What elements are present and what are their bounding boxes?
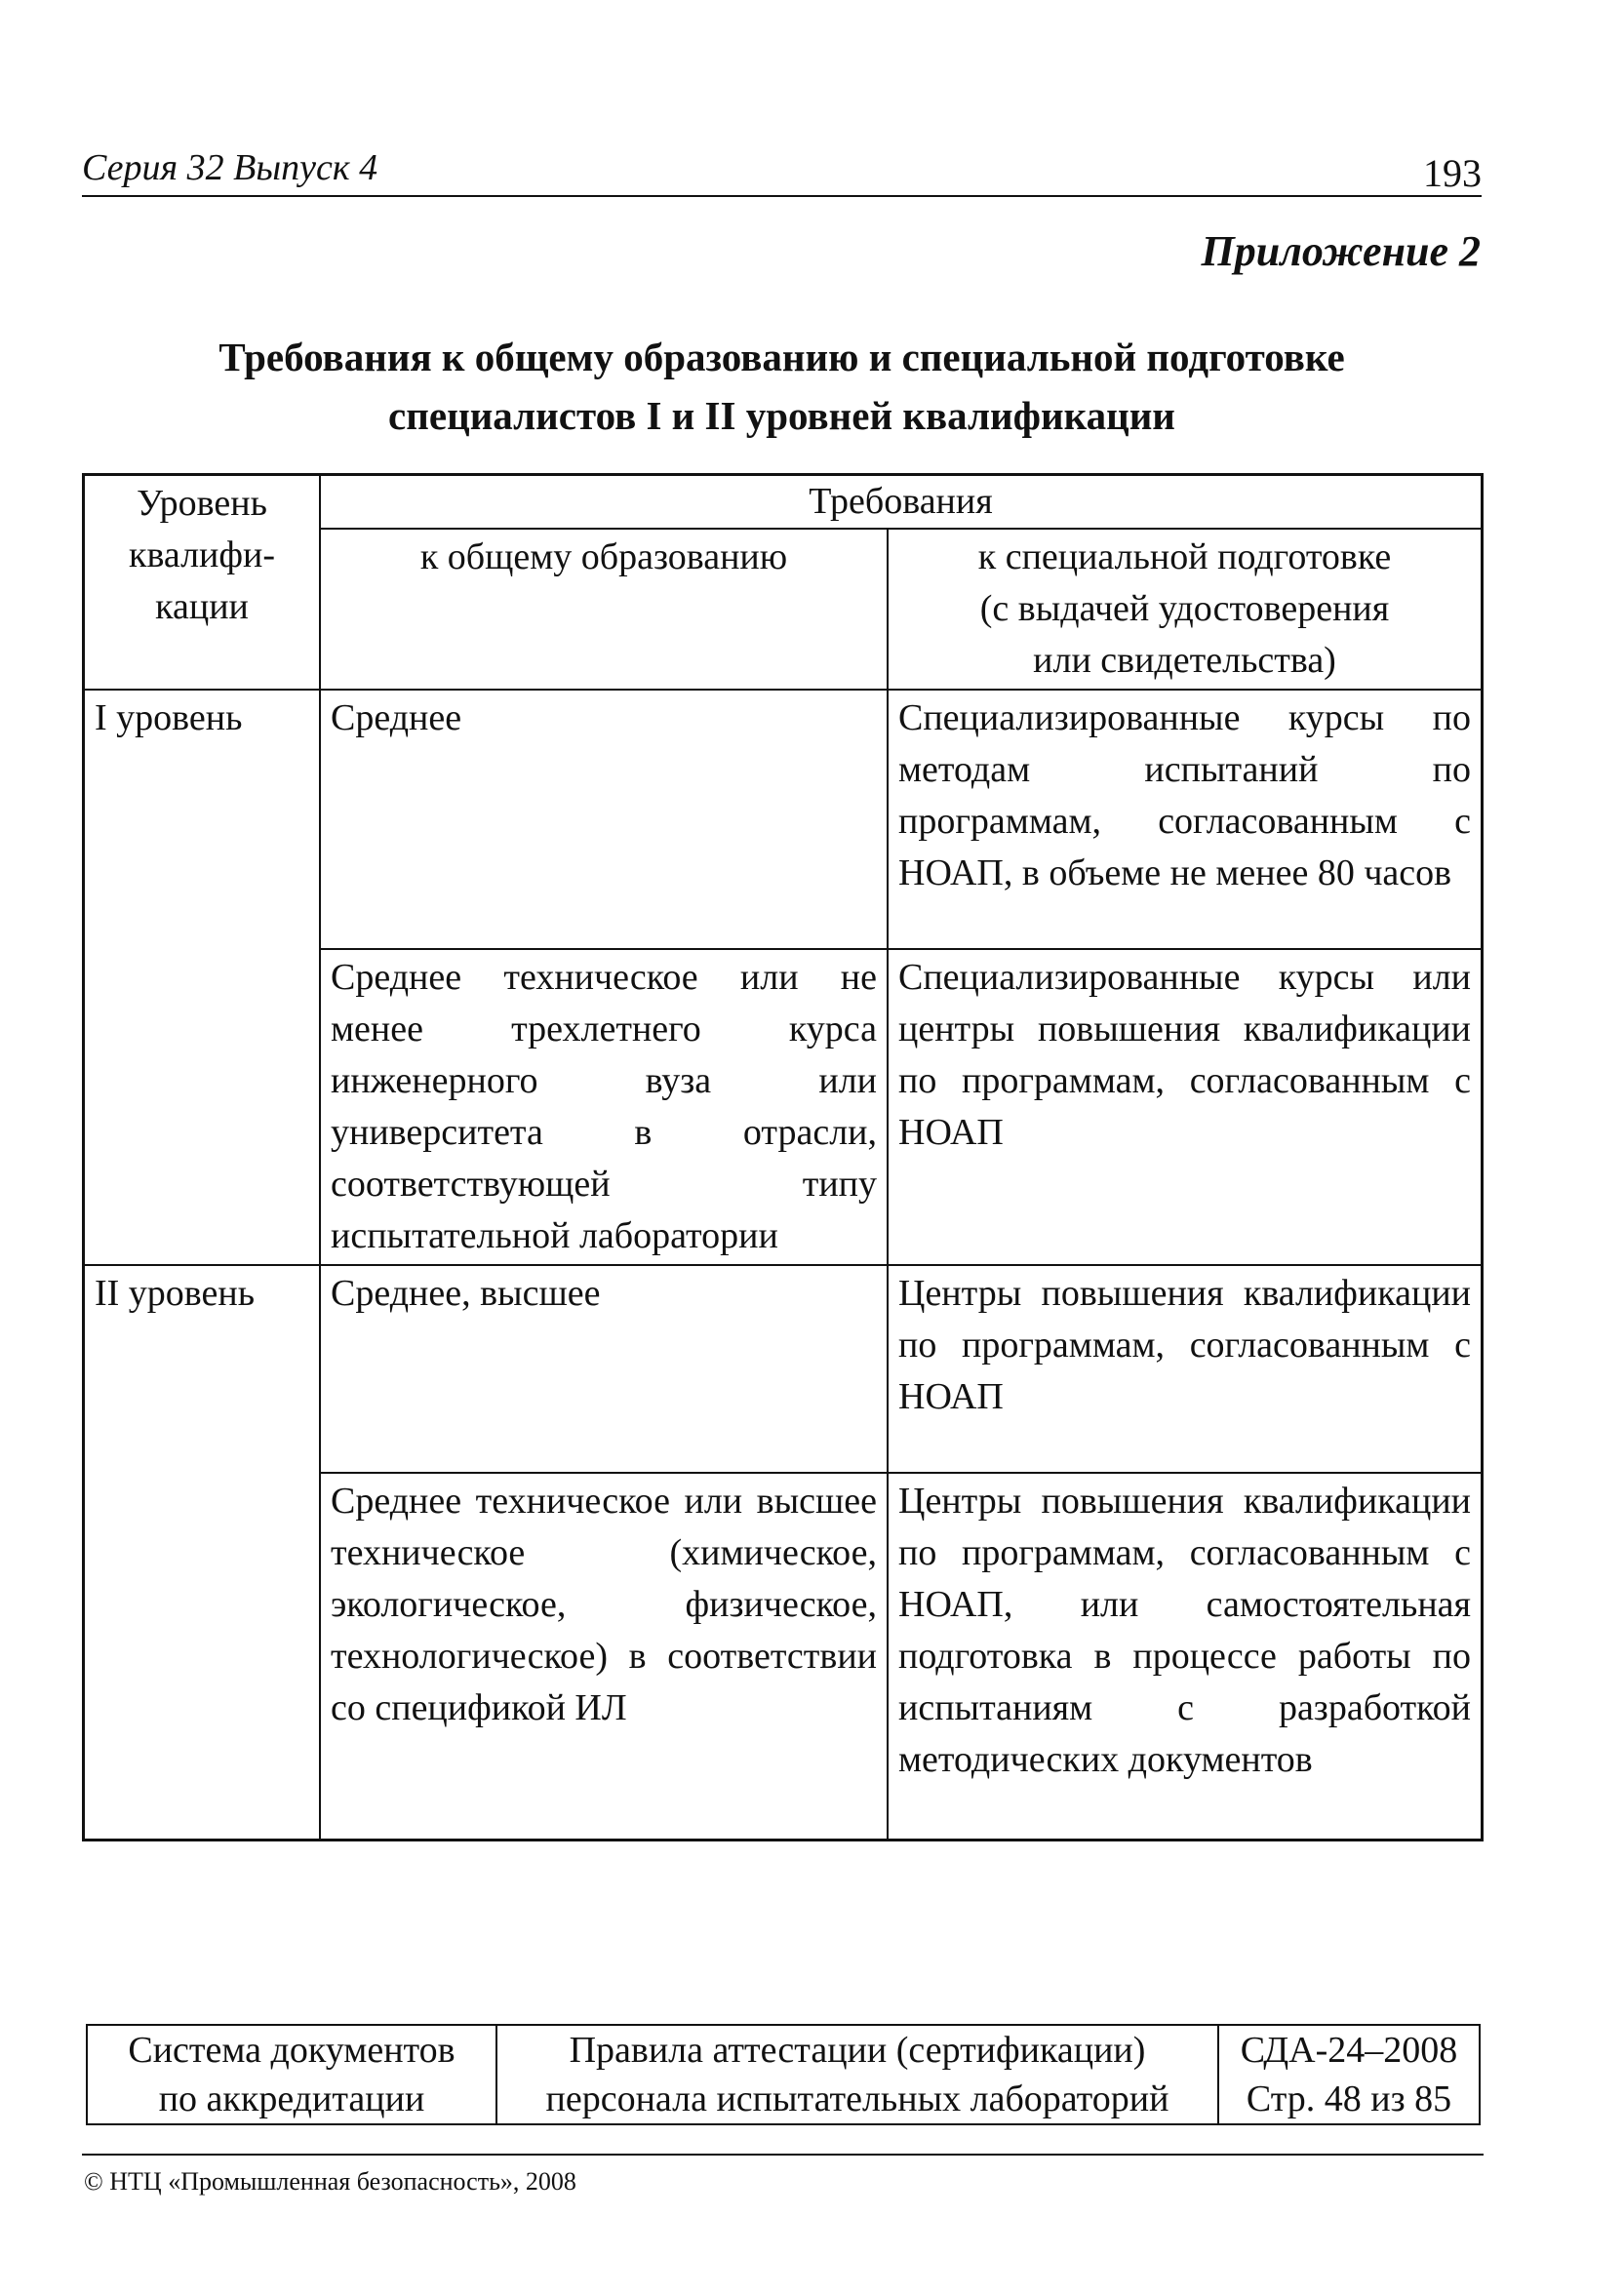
level-cell: I уровень bbox=[84, 690, 321, 1265]
header-special-line: к специальной подготовке bbox=[977, 536, 1392, 577]
header-level-line: Уровень bbox=[137, 483, 267, 524]
header-general: к общему образованию bbox=[320, 529, 888, 690]
general-cell: Среднее техническое или высшее техническое (химическое, экологическое, физическое, технологическое) в соответствии со спецификой ИЛ bbox=[320, 1473, 888, 1840]
header-requirements: Требования bbox=[320, 475, 1483, 530]
footer-rules-line: персонала испытательных лабораторий bbox=[545, 2078, 1169, 2119]
requirements-table bbox=[82, 473, 1484, 1841]
general-cell: Среднее техническое или не менее трехлетнего курса инженерного вуза или университета в отрасли, соответствующей типу испытательной лаборатории bbox=[320, 949, 888, 1265]
table-row bbox=[84, 1265, 1483, 1473]
appendix-label: Приложение 2 bbox=[1201, 227, 1481, 275]
header-special-line: (с выдачей удостоверения bbox=[979, 588, 1390, 629]
footer-rules bbox=[496, 2025, 1218, 2124]
footer-rules-line: Правила аттестации (сертификации) bbox=[569, 2030, 1146, 2071]
footer-system bbox=[87, 2025, 496, 2124]
header-level-line: кации bbox=[155, 586, 249, 627]
series-label: Серия 32 Выпуск 4 bbox=[82, 147, 378, 188]
footer-system-line: по аккредитации bbox=[158, 2078, 425, 2119]
running-head bbox=[82, 146, 1482, 197]
title-line-2: специалистов I и II уровней квалификации bbox=[388, 393, 1175, 438]
level-cell: II уровень bbox=[84, 1265, 321, 1840]
document-footer-box bbox=[86, 2024, 1481, 2125]
general-cell: Среднее, высшее bbox=[320, 1265, 888, 1473]
table-row bbox=[84, 690, 1483, 949]
page-title bbox=[82, 328, 1482, 445]
footer-page: Стр. 48 из 85 bbox=[1246, 2078, 1452, 2119]
footer-divider bbox=[82, 2154, 1484, 2156]
footer-system-line: Система документов bbox=[128, 2030, 456, 2071]
footer-code-page bbox=[1218, 2025, 1480, 2124]
copyright: © НТЦ «Промышленная безопасность», 2008 bbox=[84, 2167, 576, 2196]
general-cell: Среднее bbox=[320, 690, 888, 949]
header-level-line: квалифи- bbox=[128, 534, 275, 575]
title-line-1: Требования к общему образованию и специальной подготовке bbox=[218, 335, 1345, 379]
special-cell: Центры повышения квалификации по программам, согласованным с НОАП, или самостоятельная подготовка в процессе работы по испытаниям с разработкой методических документов bbox=[888, 1473, 1483, 1840]
header-level bbox=[84, 475, 321, 691]
footer-row bbox=[87, 2025, 1480, 2124]
special-cell: Центры повышения квалификации по программам, согласованным с НОАП bbox=[888, 1265, 1483, 1473]
page-number: 193 bbox=[1423, 151, 1482, 195]
header-row bbox=[84, 475, 1483, 530]
header-special bbox=[888, 529, 1483, 690]
footer-code: СДА-24–2008 bbox=[1240, 2030, 1458, 2071]
special-cell: Специализированные курсы или центры повышения квалификации по программам, согласованным с НОАП bbox=[888, 949, 1483, 1265]
special-cell: Специализированные курсы по методам испытаний по программам, согласованным с НОАП, в объеме не менее 80 часов bbox=[888, 690, 1483, 949]
header-special-line: или свидетельства) bbox=[1033, 640, 1336, 681]
